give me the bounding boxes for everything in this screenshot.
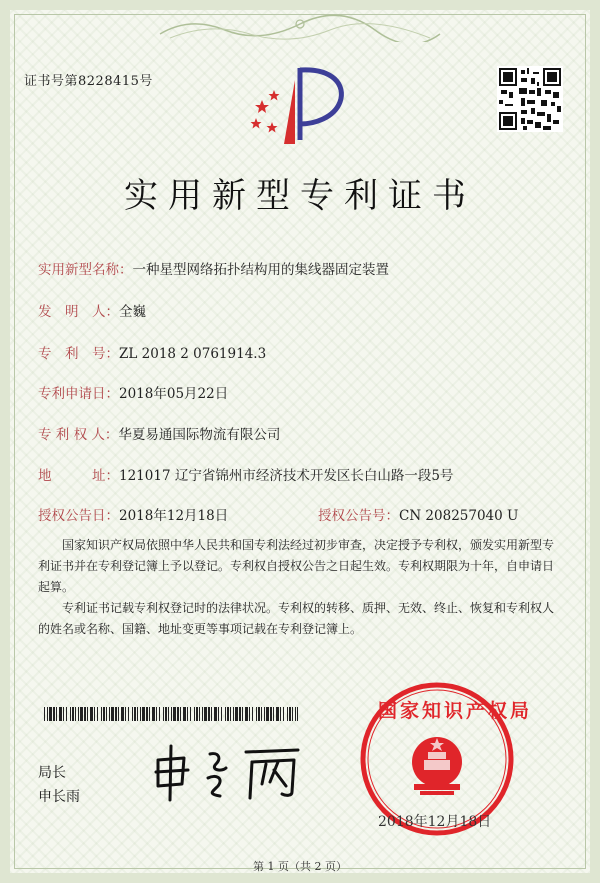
- field-patentee: [38, 423, 280, 443]
- seal-date: 2018年12月18日: [378, 814, 492, 830]
- field-grant-number: [318, 504, 518, 524]
- page-footer: 第 1 页（共 2 页）: [253, 860, 347, 873]
- seal-text: 国家知识产权局: [378, 700, 533, 722]
- barcode-icon: [44, 707, 298, 721]
- director-title: 局长: [38, 765, 66, 781]
- top-ornament-icon: [150, 12, 450, 42]
- field-label: 专 利 权 人：: [38, 427, 119, 443]
- certificate-paragraph-2: 专利证书记载专利权登记时的法律状况。专利权的转移、质押、无效、终止、恢复和专利权人的姓名或名称、国籍、地址变更等事项记载在专利登记簿上。: [38, 601, 555, 636]
- certificate-title: 实用新型专利证书: [124, 176, 476, 216]
- certificate-number: 证书号第8228415号: [24, 74, 153, 89]
- field-utility-model-name: [38, 258, 389, 278]
- field-grant-date: [38, 504, 228, 524]
- field-label: 授权公告号：: [318, 508, 399, 524]
- field-value: 华夏易通国际物流有限公司: [118, 427, 281, 443]
- field-value: CN 208257040 U: [399, 508, 519, 524]
- field-label: 实用新型名称：: [38, 262, 133, 278]
- field-label: 地 址：: [38, 468, 119, 484]
- field-label: 专利申请日：: [38, 386, 119, 402]
- field-application-date: [38, 382, 228, 402]
- field-value: 全巍: [119, 304, 146, 320]
- field-inventor: [38, 300, 146, 320]
- field-address: [38, 464, 453, 484]
- director-signature-icon: [148, 742, 308, 802]
- field-label: 授权公告日：: [38, 508, 119, 524]
- field-value: 2018年12月18日: [119, 508, 229, 524]
- field-label: 发 明 人：: [38, 304, 119, 320]
- qr-code-icon: [497, 66, 563, 132]
- field-value: 2018年05月22日: [119, 386, 229, 402]
- field-value: ZL 2018 2 0761914.3: [119, 346, 267, 362]
- certificate-paragraph-1: 国家知识产权局依照中华人民共和国专利法经过初步审查，决定授予专利权，颁发实用新型专利证书并在专利登记簿上予以登记。专利权自授权公告之日起生效。专利权期限为十年，自申请日起算。: [38, 538, 555, 594]
- field-label: 专 利 号：: [38, 346, 119, 362]
- field-value: 一种星型网络拓扑结构用的集线器固定装置: [132, 262, 389, 278]
- field-value: 121017 辽宁省锦州市经济技术开发区长白山路一段5号: [119, 468, 454, 484]
- director-name: 申长雨: [38, 789, 80, 805]
- field-patent-number: [38, 342, 266, 362]
- patent-office-logo-icon: [248, 60, 358, 150]
